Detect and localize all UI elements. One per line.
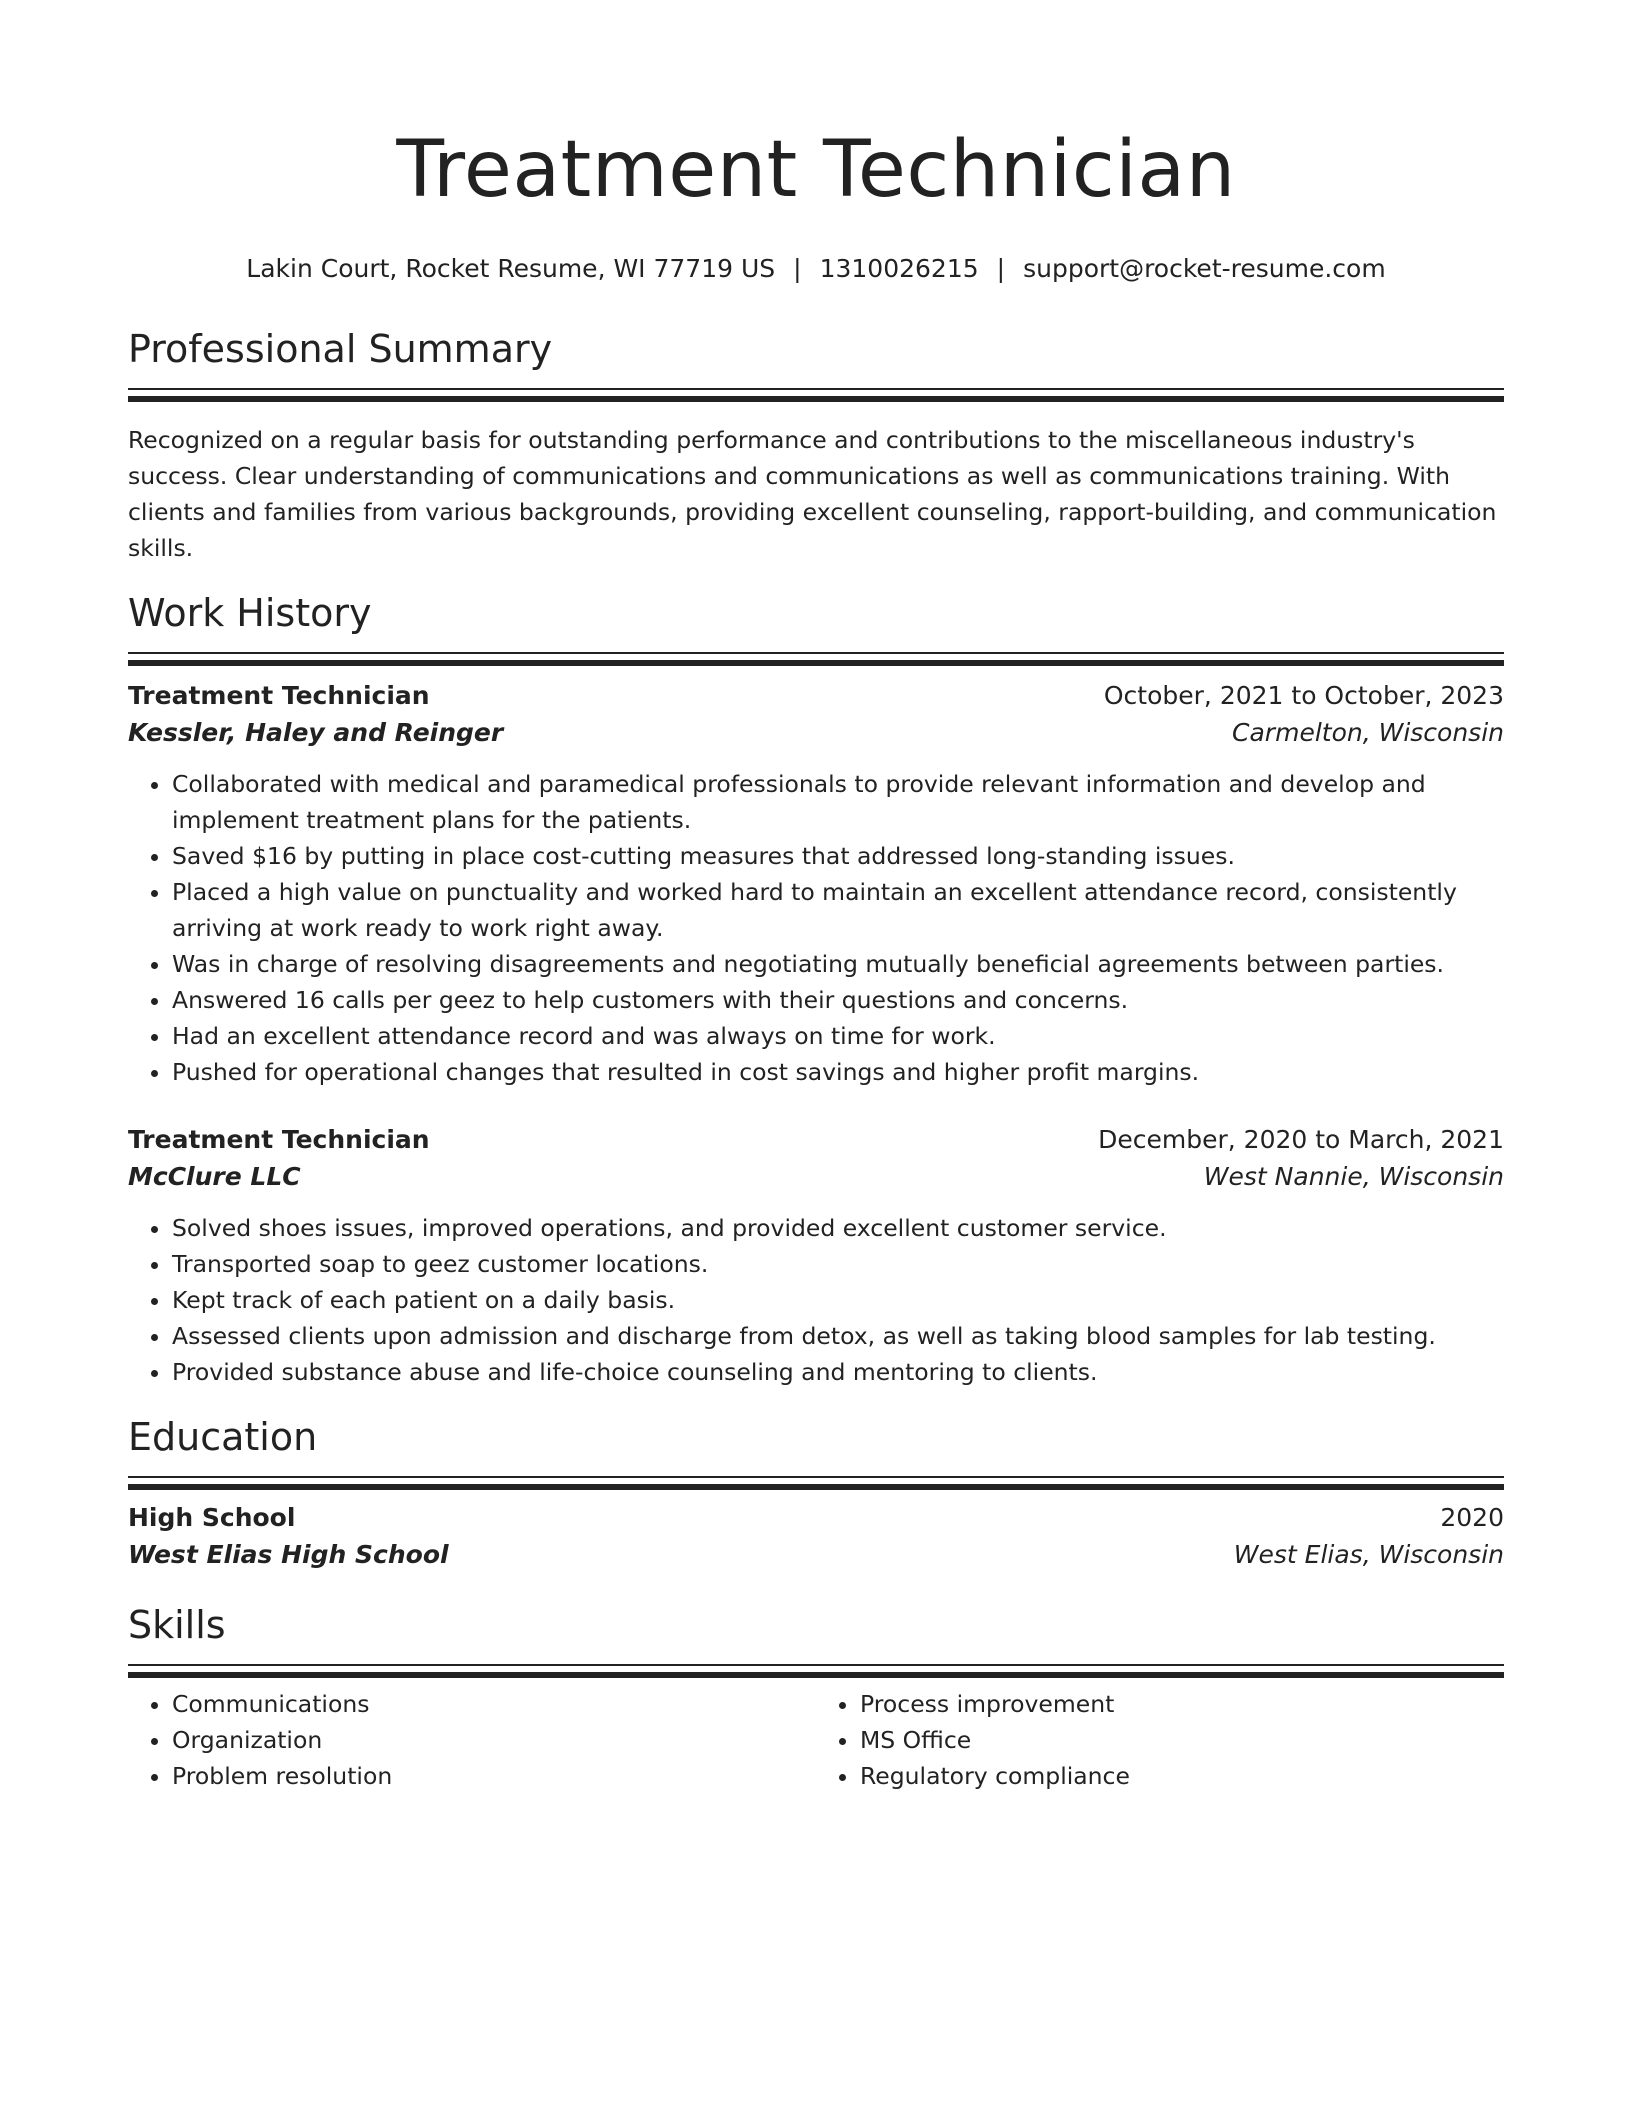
contact-address: Lakin Court, Rocket Resume, WI 77719 US bbox=[246, 254, 776, 283]
summary-text: Recognized on a regular basis for outstanding performance and contributions to the miscellaneous industry's success. Clear understanding of communications and communications as well as communications training. With clients and families from various backgrounds, providing excellent counseling, rapport-building, and communication skills. bbox=[128, 426, 1497, 562]
skill-item: • MS Office bbox=[860, 1722, 1504, 1758]
summary-section bbox=[128, 324, 1504, 566]
job-title: Treatment Technician bbox=[128, 681, 430, 710]
job-location: West Nannie, Wisconsin bbox=[1203, 1162, 1504, 1191]
skills-columns bbox=[128, 1686, 1504, 1794]
job-company-row bbox=[128, 714, 1504, 752]
job-location: Carmelton, Wisconsin bbox=[1232, 718, 1504, 747]
education-location: West Elias, Wisconsin bbox=[1233, 1540, 1504, 1569]
list-item: • Kept track of each patient on a daily basis. bbox=[172, 1282, 1504, 1318]
list-item: • Saved $16 by putting in place cost-cutting measures that addressed long-standing issues. bbox=[172, 838, 1504, 874]
skill-item: • Organization bbox=[172, 1722, 816, 1758]
list-item: • Solved shoes issues, improved operations, and provided excellent customer service. bbox=[172, 1210, 1504, 1246]
contact-separator: | bbox=[793, 254, 802, 283]
job-title: Treatment Technician bbox=[128, 1125, 430, 1154]
job-company-row bbox=[128, 1158, 1504, 1196]
education-school-row bbox=[128, 1536, 1504, 1574]
education-degree: High School bbox=[128, 1503, 296, 1532]
job-bullet-list bbox=[128, 766, 1504, 1090]
list-item: • Provided substance abuse and life-choice counseling and mentoring to clients. bbox=[172, 1354, 1504, 1390]
education-entry bbox=[128, 1500, 1504, 1574]
list-item: • Transported soap to geez customer locations. bbox=[172, 1246, 1504, 1282]
list-item: • Assessed clients upon admission and discharge from detox, as well as taking blood samples for lab testing. bbox=[172, 1318, 1504, 1354]
job-company: Kessler, Haley and Reinger bbox=[128, 718, 504, 747]
skills-section bbox=[128, 1600, 1504, 1794]
contact-phone: 1310026215 bbox=[819, 254, 979, 283]
job-header-row bbox=[128, 678, 1504, 714]
work-history-heading: Work History bbox=[128, 591, 372, 635]
education-school: West Elias High School bbox=[128, 1540, 449, 1569]
work-history-section bbox=[128, 588, 1504, 1390]
contact-separator: | bbox=[996, 254, 1006, 283]
section-divider bbox=[128, 652, 1504, 654]
skill-item: • Communications bbox=[172, 1686, 816, 1722]
job-company: McClure LLC bbox=[128, 1162, 301, 1191]
job-bullet-list bbox=[128, 1210, 1504, 1390]
list-item: • Had an excellent attendance record and was always on time for work. bbox=[172, 1018, 1504, 1054]
skills-list-right bbox=[816, 1686, 1504, 1794]
job-header-row bbox=[128, 1122, 1504, 1158]
list-item: • Was in charge of resolving disagreements and negotiating mutually beneficial agreements between parties. bbox=[172, 946, 1504, 982]
section-divider bbox=[128, 1476, 1504, 1478]
section-divider bbox=[128, 388, 1504, 390]
list-item: • Collaborated with medical and paramedical professionals to provide relevant information and develop and implement treatment plans for the patients. bbox=[172, 766, 1504, 838]
skill-item: • Problem resolution bbox=[172, 1758, 816, 1794]
education-header-row bbox=[128, 1500, 1504, 1536]
skill-item: • Process improvement bbox=[860, 1686, 1504, 1722]
contact-line bbox=[128, 252, 1504, 286]
skill-item: • Regulatory compliance bbox=[860, 1758, 1504, 1794]
candidate-name: Treatment Technician bbox=[396, 125, 1236, 215]
job-dates: December, 2020 to March, 2021 bbox=[1098, 1125, 1504, 1154]
contact-email: support@rocket-resume.com bbox=[1023, 254, 1386, 283]
skills-heading: Skills bbox=[128, 1603, 226, 1647]
list-item: • Placed a high value on punctuality and worked hard to maintain an excellent attendance record, consistently arriving at work ready to work right away. bbox=[172, 874, 1504, 946]
job-entry bbox=[128, 678, 1504, 1090]
education-heading: Education bbox=[128, 1415, 318, 1459]
summary-heading: Professional Summary bbox=[128, 327, 553, 371]
list-item: • Answered 16 calls per geez to help customers with their questions and concerns. bbox=[172, 982, 1504, 1018]
list-item: • Pushed for operational changes that resulted in cost savings and higher profit margins. bbox=[172, 1054, 1504, 1090]
skills-list-left bbox=[128, 1686, 816, 1794]
education-section bbox=[128, 1412, 1504, 1574]
job-entry bbox=[128, 1122, 1504, 1390]
section-divider bbox=[128, 1664, 1504, 1666]
education-year: 2020 bbox=[1440, 1503, 1504, 1532]
job-dates: October, 2021 to October, 2023 bbox=[1103, 681, 1504, 710]
